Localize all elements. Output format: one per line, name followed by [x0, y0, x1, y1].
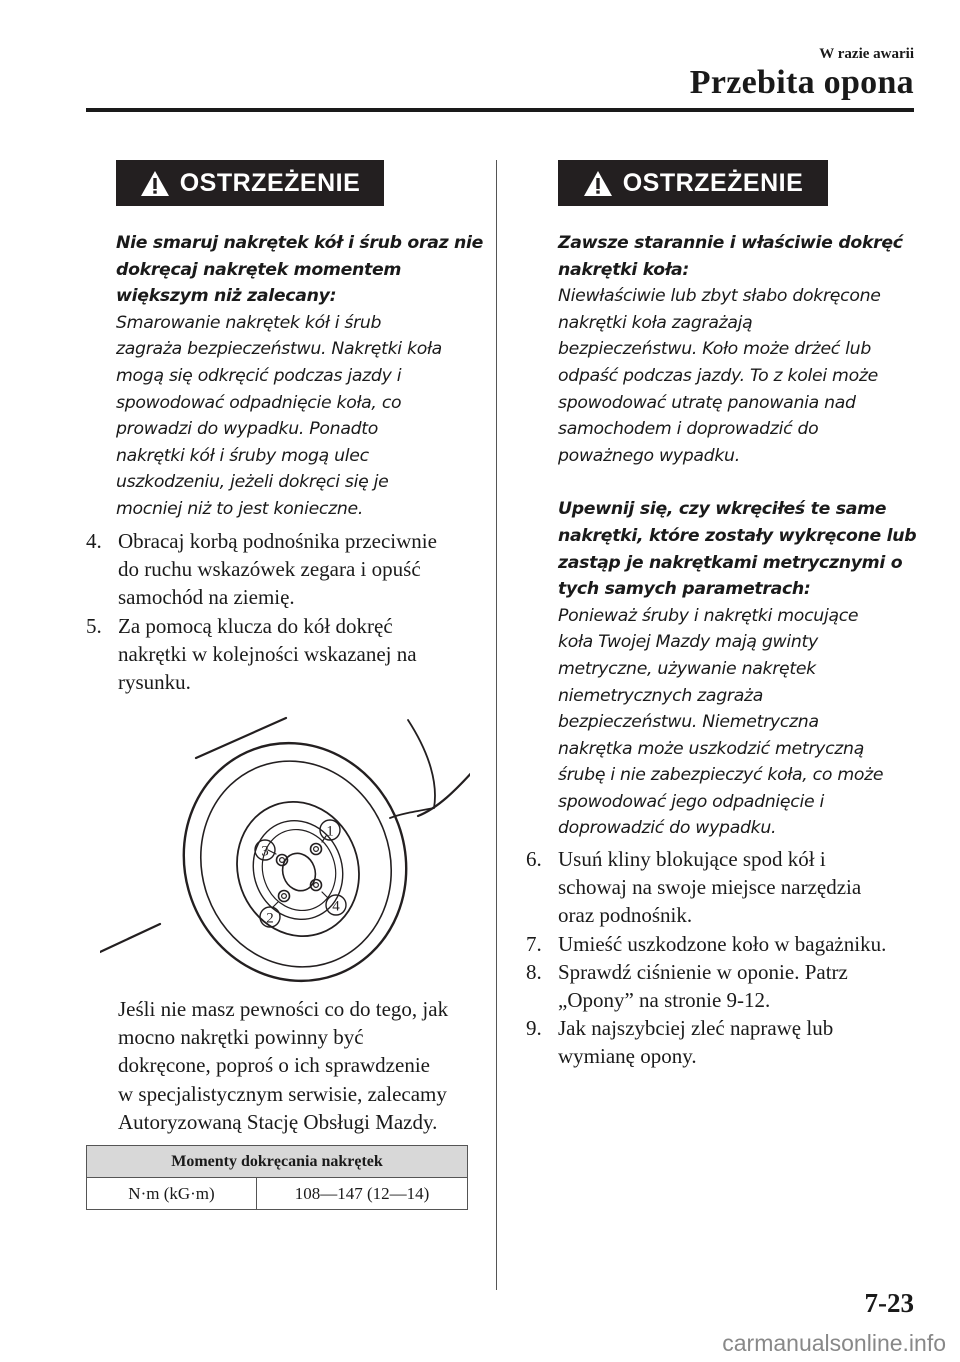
step-item [526, 845, 926, 930]
warning-heading-line: zastąp je nakrętkami metrycznymi o [558, 552, 903, 573]
warning-body-line: metryczne, używanie nakrętek [558, 658, 816, 679]
header-rule [86, 108, 914, 112]
note-line: Autoryzowaną Stację Obsługi Mazdy. [118, 1109, 438, 1134]
step-number: 6. [526, 847, 542, 871]
warning-body-line: bezpieczeństwu. Niemetryczna [558, 712, 819, 733]
step-number: 7. [526, 931, 542, 956]
warning-body-line: zagraża bezpieczeństwu. Nakrętki koła [116, 339, 442, 360]
warning-icon [583, 170, 613, 197]
warning-body-line: doprowadzić do wypadku. [558, 818, 777, 839]
warning-body-line: spowodować odpadnięcie koła, co [116, 392, 402, 413]
warning-heading-line: tych samych parametrach: [558, 579, 811, 600]
step-line: Usuń kliny blokujące spod kół i [558, 847, 826, 871]
torque-value-cell: 108—147 (12—14) [257, 1178, 468, 1210]
page-number: 7-23 [864, 1288, 914, 1318]
left-warning-banner [116, 160, 384, 206]
warning-body-line: spowodować utratę panowania nad [558, 392, 856, 413]
nut-label-1: 1 [326, 823, 334, 840]
warning-label: OSTRZEŻENIE [179, 168, 361, 197]
warning-label: OSTRZEŻENIE [622, 168, 804, 197]
step-item [86, 612, 486, 697]
warning-icon [140, 170, 170, 197]
step-line: wymianę opony. [558, 1044, 697, 1069]
step-number: 5. [86, 613, 102, 638]
warning-body-line: Smarowanie nakrętek kół i śrub [116, 312, 382, 333]
column-divider [496, 160, 497, 1290]
warning-body-line: koła Twojej Mazdy mają gwinty [558, 632, 818, 653]
torque-note [118, 995, 486, 1136]
warning-body-line: śrubę i nie zabezpieczyć koła, co może [558, 765, 884, 786]
warning-heading-line: Upewnij się, czy wkręciłeś te same [558, 499, 887, 520]
warning-body-line: poważnego wypadku. [558, 445, 740, 466]
note-line: mocno nakrętki powinny być [118, 1025, 364, 1050]
right-warning-banner [558, 160, 828, 206]
step-line: nakrętki w kolejności wskazanej na [118, 641, 417, 666]
step-line: Sprawdź ciśnienie w oponie. Patrz [558, 959, 848, 984]
step-line: Umieść uszkodzone koło w bagażniku. [558, 931, 887, 956]
step-item [86, 527, 486, 612]
warning-heading-line: Zawsze starannie i właściwie dokręć [558, 233, 903, 253]
nut-label-4: 4 [332, 898, 340, 915]
warning-body-line: mogą się odkręcić podczas jazdy i [116, 365, 402, 386]
note-line: dokręcone, poproś o ich sprawdzenie [118, 1053, 430, 1078]
nut-label-2: 2 [266, 910, 274, 927]
step-line: Za pomocą klucza do kół dokręć [118, 613, 393, 638]
left-warning-text [116, 230, 486, 523]
right-warning-text [558, 230, 918, 842]
warning-body-line: nakrętki kół i śruby mogą ulec [116, 445, 369, 466]
step-line: oraz podnośnik. [558, 903, 693, 928]
step-line: schowaj na swoje miejsce narzędzia [558, 875, 862, 900]
warning-heading-line: nakrętki, które zostały wykręcone lub [558, 525, 917, 546]
table-header-row [87, 1146, 468, 1178]
torque-unit-cell: N·m (kG·m) [87, 1178, 257, 1210]
warning-heading-line: Nie smaruj nakrętek kół i śrub oraz nie [116, 233, 484, 253]
warning-body-line: niemetrycznych zagraża [558, 685, 764, 706]
warning-body-line: samochodem i doprowadzić do [558, 419, 819, 440]
torque-table [86, 1145, 468, 1210]
warning-body-line: mocniej niż to jest konieczne. [116, 498, 364, 519]
watermark: carmanualsonline.info [722, 1330, 946, 1356]
warning-body-line: Niewłaściwie lub zbyt słabo dokręcone [558, 286, 881, 307]
step-item [526, 1014, 926, 1070]
nut-label-3: 3 [261, 843, 269, 860]
step-line: „Opony” na stronie 9-12. [558, 988, 771, 1013]
warning-body-line: nakrętka może uszkodzić metryczną [558, 738, 864, 759]
step-line: Jak najszybciej zleć naprawę lub [558, 1016, 834, 1041]
warning-heading-line: nakrętki koła: [558, 259, 689, 280]
step-line: samochód na ziemię. [118, 585, 295, 610]
warning-body-line: uszkodzeniu, jeżeli dokręci się je [116, 472, 389, 493]
note-line: Jeśli nie masz pewności co do tego, jak [118, 997, 449, 1021]
section-name: W razie awarii [819, 46, 914, 62]
warning-body-line: odpaść podczas jazdy. To z kolei może [558, 365, 878, 386]
step-number: 4. [86, 529, 102, 553]
warning-body-line: Ponieważ śruby i nakrętki mocujące [558, 605, 859, 626]
wheel-nut-order-figure [100, 712, 470, 984]
step-number: 9. [526, 1016, 542, 1041]
warning-body-line: nakrętki koła zagrażają [558, 312, 753, 333]
warning-heading-line: większym niż zalecany: [116, 286, 337, 307]
left-steps [86, 527, 486, 696]
warning-body-line: prowadzi do wypadku. Ponadto [116, 419, 379, 440]
warning-heading-line: dokręcaj nakrętek momentem [116, 259, 402, 280]
step-item [526, 930, 926, 958]
note-line: w specjalistycznym serwisie, zalecamy [118, 1081, 447, 1106]
step-line: rysunku. [118, 670, 191, 695]
table-row [87, 1178, 468, 1210]
table-header: Momenty dokręcania nakrętek [87, 1146, 468, 1178]
step-number: 8. [526, 959, 542, 984]
right-steps [526, 845, 926, 1071]
page-title: Przebita opona [689, 64, 914, 101]
step-line: Obracaj korbą podnośnika przeciwnie [118, 529, 437, 553]
step-line: do ruchu wskazówek zegara i opuść [118, 557, 421, 582]
step-item [526, 958, 926, 1014]
warning-body-line: bezpieczeństwu. Koło może drżeć lub [558, 339, 872, 360]
warning-body-line: spowodować jego odpadnięcie i [558, 791, 824, 812]
